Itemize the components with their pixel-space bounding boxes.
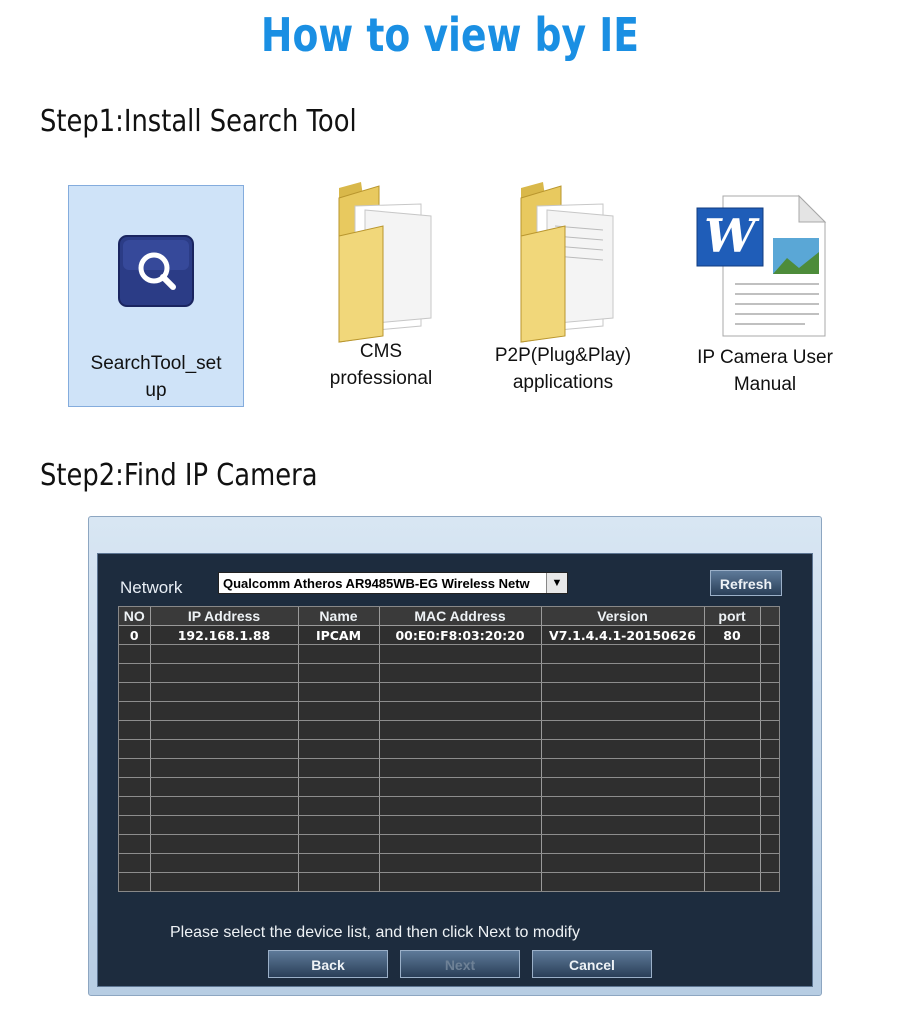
next-button[interactable]: Next — [400, 950, 520, 978]
column-header[interactable]: Name — [298, 607, 379, 626]
empty-cell — [541, 645, 704, 664]
empty-cell — [119, 873, 150, 892]
instruction-text: Please select the device list, and then click Next to modify — [170, 924, 580, 941]
search-tool-dialog — [88, 516, 822, 996]
column-header[interactable]: MAC Address — [379, 607, 541, 626]
empty-cell — [541, 721, 704, 740]
empty-cell — [379, 721, 541, 740]
cell-filler — [760, 626, 779, 645]
file-label-line2: professional — [329, 368, 433, 389]
empty-row — [119, 664, 779, 683]
empty-cell — [704, 835, 760, 854]
cell-version: V7.1.4.4.1-20150626 — [541, 626, 704, 645]
empty-row — [119, 854, 779, 873]
empty-cell — [760, 759, 779, 778]
empty-cell — [298, 873, 379, 892]
column-header[interactable]: NO — [119, 607, 150, 626]
empty-cell — [119, 759, 150, 778]
empty-row — [119, 816, 779, 835]
empty-cell — [379, 778, 541, 797]
folder-icon — [503, 176, 623, 344]
empty-cell — [298, 797, 379, 816]
empty-cell — [150, 740, 298, 759]
empty-cell — [150, 835, 298, 854]
empty-cell — [379, 816, 541, 835]
empty-row — [119, 683, 779, 702]
table-row[interactable] — [119, 626, 779, 645]
refresh-button[interactable]: Refresh — [710, 570, 782, 596]
empty-cell — [119, 854, 150, 873]
empty-cell — [541, 683, 704, 702]
manual-document[interactable] — [680, 170, 850, 405]
empty-cell — [704, 816, 760, 835]
empty-cell — [298, 721, 379, 740]
file-label-line2: up — [145, 380, 167, 401]
empty-cell — [150, 702, 298, 721]
grid-header-row — [119, 607, 779, 626]
empty-cell — [704, 645, 760, 664]
empty-cell — [298, 759, 379, 778]
empty-cell — [760, 778, 779, 797]
step1-heading: Step1:Install Search Tool — [40, 104, 357, 139]
empty-cell — [541, 702, 704, 721]
column-header[interactable]: IP Address — [150, 607, 298, 626]
empty-cell — [379, 854, 541, 873]
empty-cell — [379, 645, 541, 664]
empty-cell — [704, 721, 760, 740]
empty-cell — [298, 854, 379, 873]
empty-cell — [379, 683, 541, 702]
empty-cell — [379, 797, 541, 816]
empty-cell — [704, 683, 760, 702]
empty-cell — [150, 854, 298, 873]
empty-cell — [541, 759, 704, 778]
empty-row — [119, 797, 779, 816]
empty-cell — [298, 740, 379, 759]
empty-cell — [298, 778, 379, 797]
cms-folder[interactable] — [296, 170, 466, 405]
cell-mac: 00:E0:F8:03:20:20 — [379, 626, 541, 645]
empty-cell — [760, 797, 779, 816]
cell-port: 80 — [704, 626, 760, 645]
empty-cell — [150, 873, 298, 892]
empty-cell — [760, 721, 779, 740]
file-label-line1: IP Camera User — [697, 347, 833, 368]
empty-cell — [760, 683, 779, 702]
searchtool-file[interactable] — [68, 185, 244, 407]
empty-row — [119, 702, 779, 721]
empty-cell — [150, 778, 298, 797]
empty-cell — [119, 645, 150, 664]
empty-cell — [541, 740, 704, 759]
column-header-filler — [760, 607, 779, 626]
empty-cell — [760, 702, 779, 721]
p2p-folder[interactable] — [478, 170, 648, 405]
file-label-line2: Manual — [733, 374, 797, 395]
empty-cell — [760, 740, 779, 759]
page-heading: How to view by IE — [260, 8, 640, 62]
svg-text:W: W — [704, 209, 756, 263]
column-header[interactable]: Version — [541, 607, 704, 626]
empty-row — [119, 759, 779, 778]
empty-cell — [704, 702, 760, 721]
empty-cell — [298, 816, 379, 835]
empty-cell — [760, 664, 779, 683]
empty-cell — [760, 816, 779, 835]
empty-cell — [541, 835, 704, 854]
empty-cell — [119, 816, 150, 835]
file-label-line1: CMS — [359, 341, 403, 362]
empty-cell — [760, 873, 779, 892]
empty-cell — [119, 778, 150, 797]
empty-cell — [704, 797, 760, 816]
folder-icon — [321, 176, 441, 344]
file-label-line1: P2P(Plug&Play) — [494, 345, 632, 366]
empty-cell — [541, 816, 704, 835]
empty-cell — [379, 702, 541, 721]
empty-cell — [119, 835, 150, 854]
empty-cell — [150, 645, 298, 664]
word-document-icon — [695, 192, 835, 340]
empty-cell — [541, 797, 704, 816]
empty-cell — [150, 664, 298, 683]
empty-cell — [760, 645, 779, 664]
empty-row — [119, 721, 779, 740]
empty-cell — [379, 873, 541, 892]
empty-cell — [379, 835, 541, 854]
network-select[interactable] — [218, 572, 568, 594]
empty-cell — [150, 759, 298, 778]
empty-cell — [704, 854, 760, 873]
empty-cell — [704, 664, 760, 683]
empty-cell — [541, 873, 704, 892]
file-label-line1: SearchTool_set — [90, 353, 222, 374]
empty-cell — [119, 721, 150, 740]
cell-ip: 192.168.1.88 — [150, 626, 298, 645]
empty-row — [119, 645, 779, 664]
empty-cell — [704, 778, 760, 797]
empty-cell — [379, 759, 541, 778]
empty-cell — [298, 645, 379, 664]
empty-cell — [150, 797, 298, 816]
network-label: Network — [120, 578, 183, 597]
empty-row — [119, 873, 779, 892]
empty-cell — [704, 759, 760, 778]
empty-cell — [704, 873, 760, 892]
empty-cell — [379, 740, 541, 759]
empty-cell — [760, 854, 779, 873]
cell-no: 0 — [119, 626, 150, 645]
empty-cell — [119, 797, 150, 816]
dialog-panel — [97, 553, 813, 987]
empty-cell — [119, 702, 150, 721]
file-label-line2: applications — [512, 372, 614, 393]
cancel-button[interactable]: Cancel — [532, 950, 652, 978]
empty-cell — [119, 740, 150, 759]
search-app-icon — [117, 234, 195, 308]
empty-row — [119, 835, 779, 854]
column-header[interactable]: port — [704, 607, 760, 626]
empty-cell — [119, 664, 150, 683]
back-button[interactable]: Back — [268, 950, 388, 978]
empty-cell — [541, 854, 704, 873]
empty-cell — [298, 683, 379, 702]
network-select-value: Qualcomm Atheros AR9485WB-EG Wireless Netw — [223, 576, 530, 591]
empty-cell — [298, 664, 379, 683]
empty-cell — [379, 664, 541, 683]
empty-cell — [760, 835, 779, 854]
empty-cell — [704, 740, 760, 759]
empty-cell — [541, 778, 704, 797]
empty-cell — [541, 664, 704, 683]
cell-name: IPCAM — [298, 626, 379, 645]
step2-heading: Step2:Find IP Camera — [40, 458, 318, 493]
empty-cell — [298, 702, 379, 721]
empty-cell — [119, 683, 150, 702]
chevron-down-icon[interactable]: ▼ — [546, 573, 567, 593]
empty-cell — [298, 835, 379, 854]
empty-cell — [150, 721, 298, 740]
device-grid[interactable] — [118, 606, 780, 892]
empty-cell — [150, 683, 298, 702]
empty-row — [119, 740, 779, 759]
empty-row — [119, 778, 779, 797]
empty-cell — [150, 816, 298, 835]
